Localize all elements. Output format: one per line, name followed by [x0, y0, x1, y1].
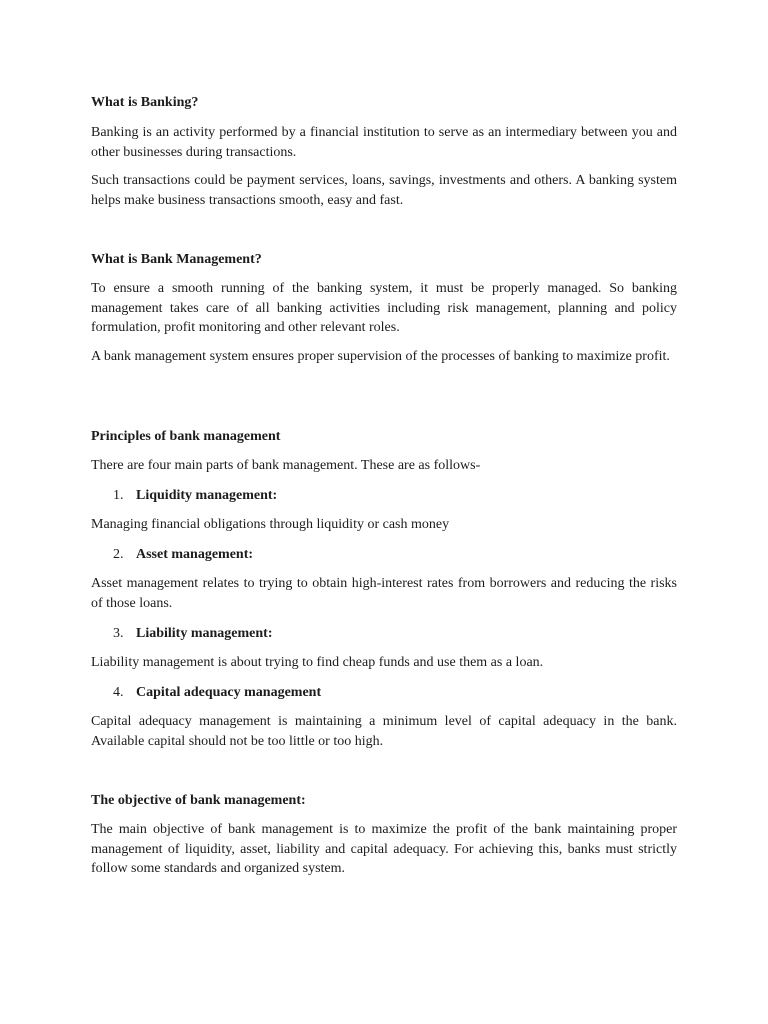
banking-paragraph-1: Banking is an activity performed by a financial institution to serve as an intermediary between you and other businesses during transactions.	[91, 125, 677, 160]
liquidity-description: Managing financial obligations through liquidity or cash money	[91, 517, 450, 532]
bank-management-paragraph-1: To ensure a smooth running of the banking system, it must be properly managed. So banking management takes care of all banking activities including risk management, planning and policy formulation, profit monitoring and other relevant roles.	[91, 281, 677, 335]
heading-what-is-banking: What is Banking?	[91, 95, 199, 110]
list-number: 2.	[113, 547, 124, 562]
asset-description: Asset management relates to trying to obtain high-interest rates from borrowers and reducing the risks of those loans.	[91, 576, 677, 611]
list-number: 1.	[113, 488, 124, 503]
banking-paragraph-2: Such transactions could be payment services, loans, savings, investments and others. A banking system helps make business transactions smooth, easy and fast.	[91, 173, 677, 208]
list-label: Capital adequacy management	[136, 685, 322, 700]
list-label: Liability management:	[136, 626, 273, 641]
principles-intro: There are four main parts of bank management. These are as follows-	[91, 458, 481, 473]
list-label: Liquidity management:	[136, 488, 278, 503]
objective-paragraph: The main objective of bank management is to maximize the profit of the bank maintaining proper management of liquidity, asset, liability and capital adequacy. For achieving this, banks must strictly follow some standards and organized system.	[91, 822, 677, 876]
list-item-capital-adequacy	[113, 683, 673, 702]
liability-description: Liability management is about trying to find cheap funds and use them as a loan.	[91, 655, 544, 670]
list-number: 3.	[113, 626, 124, 641]
list-item-asset	[113, 545, 673, 564]
capital-adequacy-description: Capital adequacy management is maintaining a minimum level of capital adequacy in the bank. Available capital should not be too little or too high.	[91, 714, 677, 749]
heading-principles: Principles of bank management	[91, 429, 281, 444]
list-number: 4.	[113, 685, 124, 700]
document-page	[91, 0, 677, 1024]
heading-what-is-bank-management: What is Bank Management?	[91, 252, 262, 267]
list-item-liability	[113, 624, 673, 643]
list-label: Asset management:	[136, 547, 254, 562]
bank-management-paragraph-2: A bank management system ensures proper supervision of the processes of banking to maximize profit.	[91, 349, 670, 364]
list-item-liquidity	[113, 486, 673, 505]
heading-objective: The objective of bank management:	[91, 793, 306, 808]
